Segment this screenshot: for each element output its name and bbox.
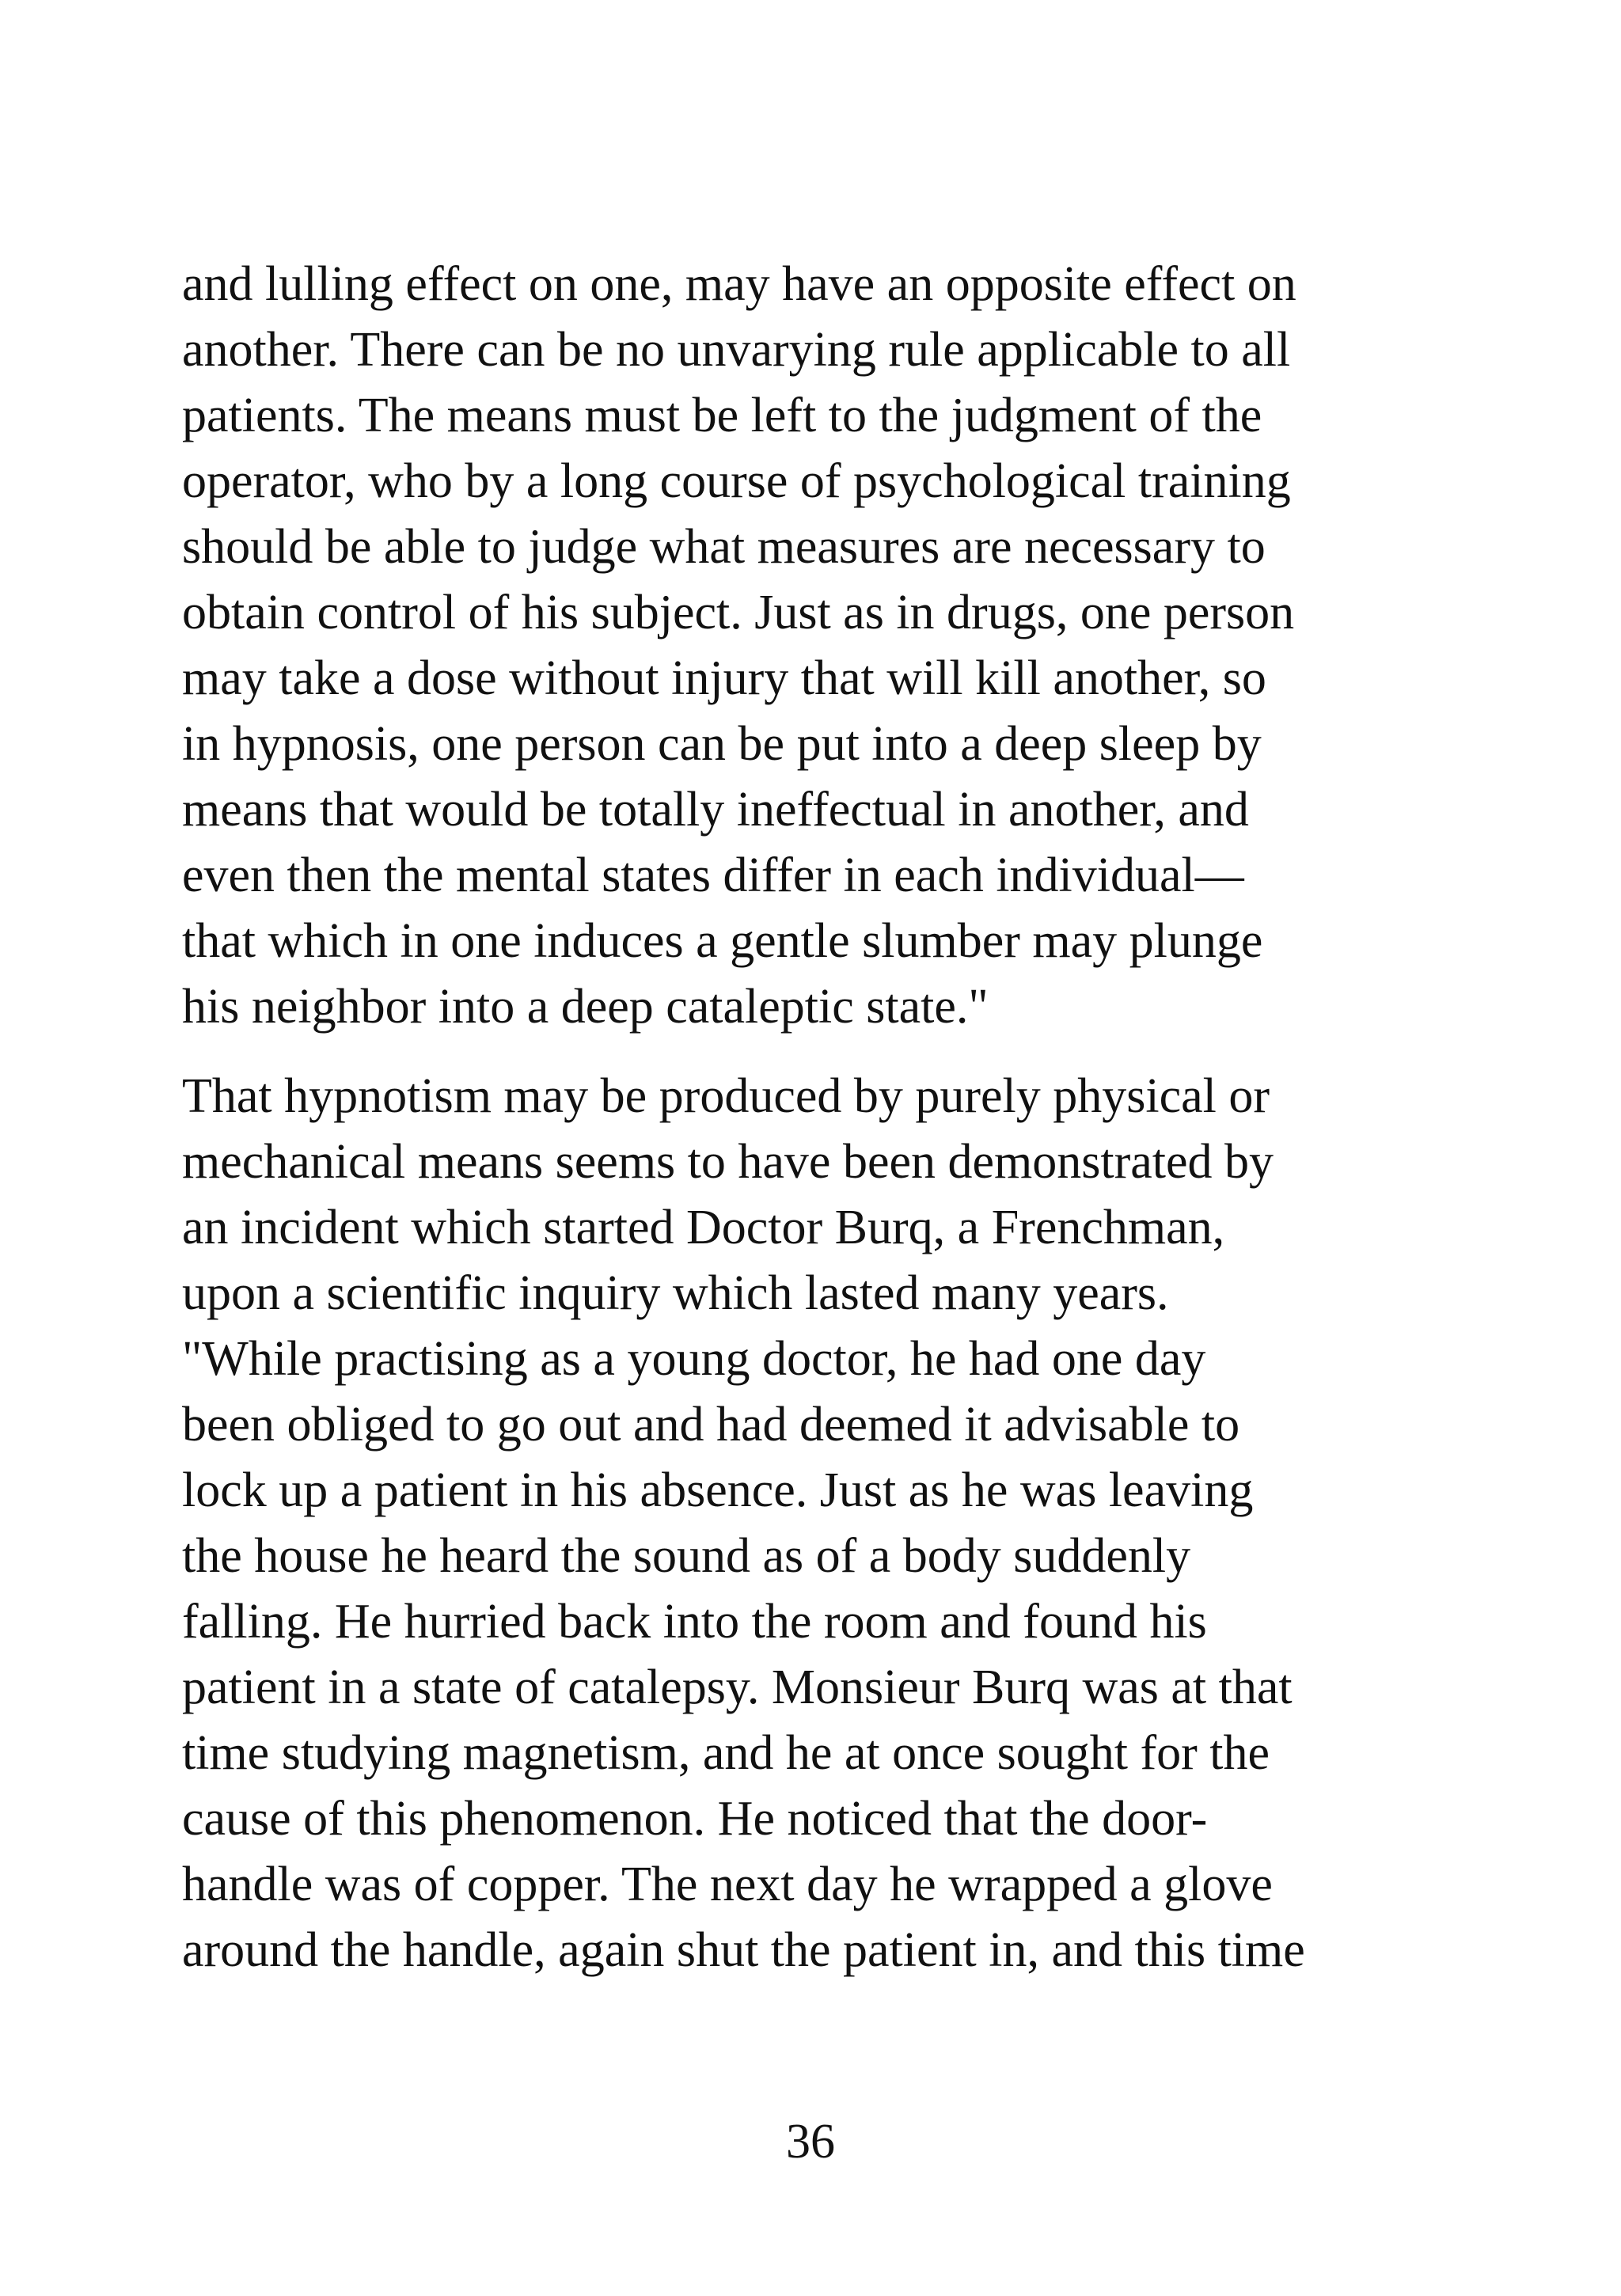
- text-line: "While practising as a young doctor, he had one day: [182, 1332, 1206, 1386]
- text-line: even then the mental states differ in each individual—: [182, 848, 1244, 902]
- text-line: an incident which started Doctor Burq, a Frenchman,: [182, 1201, 1225, 1254]
- text-line: should be able to judge what measures are necessary to: [182, 520, 1266, 574]
- text-line: falling. He hurried back into the room and found his: [182, 1595, 1207, 1649]
- text-line: that which in one induces a gentle slumber may plunge: [182, 914, 1263, 968]
- text-line: means that would be totally ineffectual in another, and: [182, 783, 1249, 837]
- text-line: lock up a patient in his absence. Just as he was leaving: [182, 1463, 1254, 1517]
- paragraph-2: [182, 1064, 1448, 1983]
- text-line: operator, who by a long course of psychological training: [182, 454, 1291, 508]
- text-line: upon a scientific inquiry which lasted many years.: [182, 1266, 1169, 1320]
- text-line: handle was of copper. The next day he wrapped a glove: [182, 1858, 1273, 1911]
- text-line: may take a dose without injury that will kill another, so: [182, 651, 1266, 705]
- text-line: obtain control of his subject. Just as in drugs, one person: [182, 586, 1295, 639]
- text-line: his neighbor into a deep cataleptic state.": [182, 980, 989, 1034]
- text-line: patient in a state of catalepsy. Monsieur Burq was at that: [182, 1660, 1293, 1714]
- text-line: cause of this phenomenon. He noticed that the door-: [182, 1792, 1208, 1846]
- text-line: patients. The means must be left to the judgment of the: [182, 389, 1262, 442]
- text-line: time studying magnetism, and he at once sought for the: [182, 1726, 1270, 1780]
- text-line: in hypnosis, one person can be put into a deep sleep by: [182, 717, 1262, 771]
- text-line: the house he heard the sound as of a body suddenly: [182, 1529, 1191, 1583]
- paragraph-1: [182, 252, 1448, 1040]
- text-line: and lulling effect on one, may have an opposite effect on: [182, 257, 1296, 311]
- text-line: mechanical means seems to have been demonstrated by: [182, 1135, 1274, 1189]
- text-line: around the handle, again shut the patient in, and this time: [182, 1923, 1305, 1977]
- text-line: been obliged to go out and had deemed it advisable to: [182, 1398, 1240, 1452]
- text-line: another. There can be no unvarying rule applicable to all: [182, 323, 1291, 377]
- page-number: 36: [786, 2115, 835, 2169]
- text-line: That hypnotism may be produced by purely physical or: [182, 1069, 1270, 1123]
